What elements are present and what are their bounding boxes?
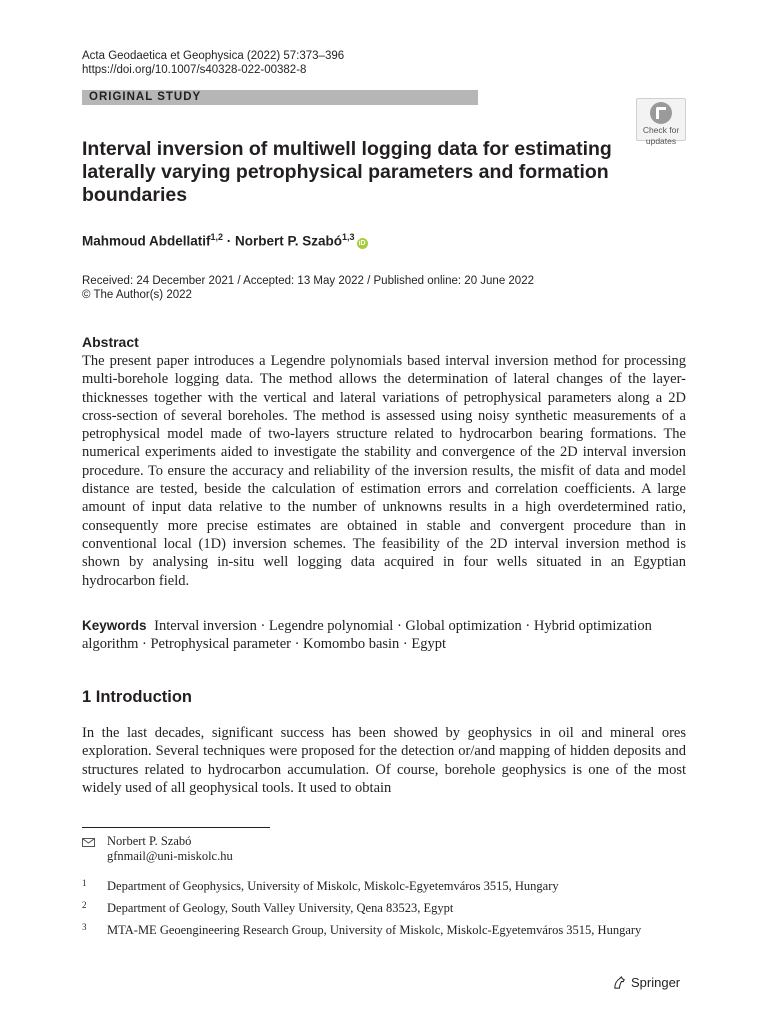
- footnote-number: 1: [82, 878, 87, 888]
- keywords: [82, 617, 686, 653]
- check-updates-line2: updates: [645, 135, 677, 146]
- author-affiliation-marker: 1,3: [342, 232, 355, 242]
- abstract-text: The present paper introduces a Legendre polynomials based interval inversion method for processing multi-borehole logging data. The method allows the determination of lateral changes of the layer-thicknesses together with the vertical and lateral variations of petrophysical parameters along a 2D cross-section of several boreholes. The method is assessed using noisy synthetic measurements of a petrophysical model made of two-layers structure related to hydrocarbon bearing formations. The numerical experiments aided to investigate the stability and convergence of the 2D interval inversion procedure. To ensure the accuracy and reliability of the inversion results, the misfit of data and model distance are tested, beside the calculation of estimation errors and correlation coefficients. A large amount of input data relative to the number of unknowns results in a high overdetermined ratio, consequently more precise estimates are obtained in stable and convergent procedure than in conventional local (1D) inversion schemes. The feasibility of the 2D interval inversion method is shown by analysing in-situ well logging data acquired in four wells situated in an Egyptian hydrocarbon field.: [82, 353, 686, 589]
- check-updates-icon: [650, 102, 672, 124]
- footnote-number: 2: [82, 900, 87, 910]
- paper-title: Interval inversion of multiwell logging data for estimating laterally varying petrophysical parameters and formation boundaries: [82, 138, 612, 206]
- abstract-heading: Abstract: [82, 334, 139, 350]
- author-separator: ·: [223, 233, 236, 249]
- introduction-text: In the last decades, significant success has been showed by geophysics in oil and mineral ores exploration. Several techniques were proposed for the detection or/and mapping of hidden deposits and structures related to hydrocarbon accumulation. Of course, borehole geophysics is one of the most widely used of all geophysical tools. It used to obtain: [82, 725, 686, 796]
- author-affiliation-marker: 1,2: [210, 232, 224, 242]
- corresponding-author: [107, 834, 233, 864]
- footnote-divider: [82, 827, 270, 828]
- article-type-bar: [82, 90, 478, 105]
- section-heading-introduction: 1 Introduction: [82, 688, 192, 706]
- springer-horse-icon: [612, 975, 627, 990]
- springer-logo: [612, 975, 680, 990]
- footnote-number: 3: [82, 922, 87, 932]
- envelope-icon: [82, 838, 95, 847]
- publisher-name: Springer: [631, 975, 681, 990]
- orcid-icon[interactable]: iD: [358, 239, 366, 247]
- corresponding-author-email[interactable]: gfnmail@uni-miskolc.hu: [107, 849, 233, 863]
- article-type-label: ORIGINAL STUDY: [89, 91, 202, 103]
- affiliation-text: Department of Geophysics, University of Miskolc, Miskolc-Egyetemváros 3515, Hungary: [107, 879, 559, 893]
- doi-link[interactable]: https://doi.org/10.1007/s40328-022-00382-8: [82, 64, 307, 76]
- journal-citation: Acta Geodaetica et Geophysica (2022) 57:373–396: [82, 50, 345, 62]
- affiliation-text: Department of Geology, South Valley University, Qena 83523, Egypt: [107, 901, 454, 915]
- copyright-notice: © The Author(s) 2022: [82, 289, 192, 301]
- author-name[interactable]: Norbert P. Szabó: [235, 233, 343, 249]
- keywords-label: Keywords: [82, 618, 147, 633]
- keywords-text: Interval inversion · Legendre polynomial · Global optimization · Hybrid optimization algorithm · Petrophysical parameter · Komombo basin · Egypt: [82, 618, 652, 652]
- publication-history: Received: 24 December 2021 / Accepted: 13 May 2022 / Published online: 20 June 2022: [82, 275, 534, 287]
- check-updates-line1: Check for: [642, 125, 680, 135]
- corresponding-author-name: Norbert P. Szabó: [107, 834, 192, 848]
- check-for-updates-button[interactable]: [636, 98, 686, 146]
- author-list: [82, 232, 368, 249]
- affiliation-text: MTA-ME Geoengineering Research Group, University of Miskolc, Miskolc-Egyetemváros 3515, Hungary: [107, 923, 642, 937]
- author-name[interactable]: Mahmoud Abdellatif: [82, 233, 211, 249]
